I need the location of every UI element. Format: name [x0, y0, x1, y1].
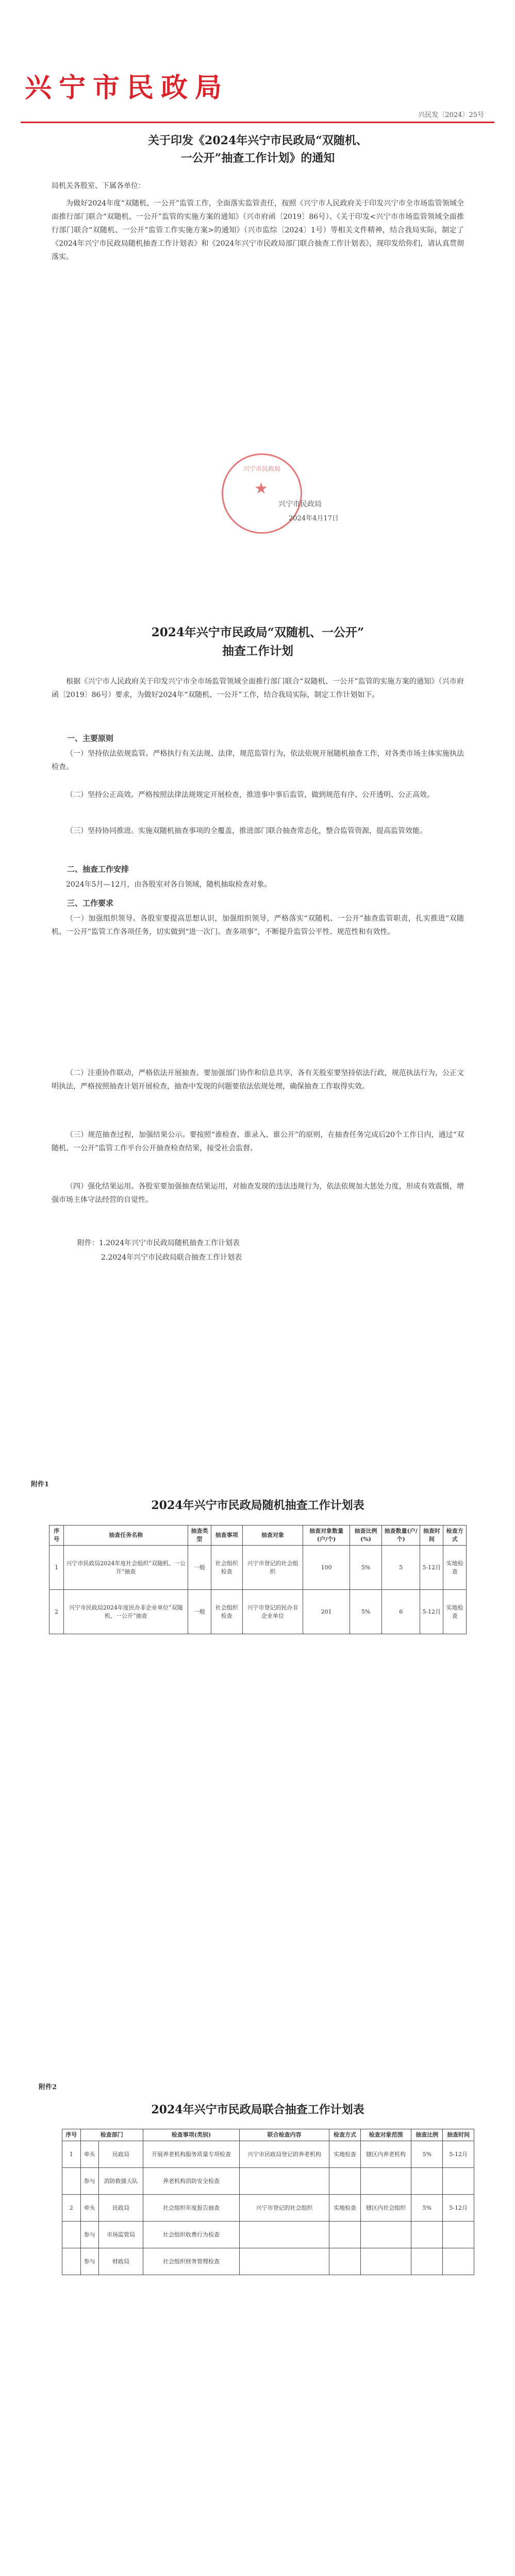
annex2-cell: 养老机构消防安全检查 — [143, 2168, 240, 2195]
notice-page — [0, 0, 515, 608]
annex2-cell — [411, 2248, 443, 2275]
annex2-cell — [360, 2248, 411, 2275]
annex1-cell: 5% — [350, 1546, 382, 1590]
annex2-header-cell: 检查方式 — [329, 2129, 361, 2141]
annex1-header-cell: 抽查事项 — [211, 1526, 242, 1546]
annex2-cell: 5-12月 — [443, 2141, 474, 2168]
annex1-header-cell: 抽查比例(%) — [350, 1526, 382, 1546]
annex2-row — [62, 2222, 474, 2248]
document-number: 兴民发〔2024〕25号 — [418, 111, 484, 119]
plan-title-line1: 2024年兴宁市民政局“双随机、一公开” — [151, 625, 364, 639]
annex2-header-cell: 序号 — [62, 2129, 81, 2141]
annex1-cell: 201 — [303, 1590, 350, 1634]
annex2-cell: 参与 — [80, 2168, 99, 2195]
annex1-label: 附件1 — [31, 1481, 49, 1488]
annex1-header-cell: 检查方式 — [443, 1526, 467, 1546]
notice-title-line2: 一公开”抽查工作计划》的通知 — [180, 151, 335, 165]
annex1-cell: 5-12月 — [420, 1590, 443, 1634]
plan-para-4: 2024年5月—12月，由各股室对各自领域，随机抽取检查对象。 — [66, 880, 272, 889]
annex1-header-cell: 抽查数量(户/个) — [382, 1526, 420, 1546]
annex1-header-cell: 抽查类型 — [188, 1526, 211, 1546]
plan-para-7: （三）规范抽查过程，加强结果公示。要按照“谁检查、谁录入、谁公开”的原则，在抽查任务完成后20个工作日内，通过“双随机、一公开”监管工作平台公开抽查检查结果，接受社会监督。 — [52, 1131, 464, 1153]
seal-star-icon: ★ — [254, 480, 268, 498]
annex1-page — [0, 1412, 515, 1927]
annex2-cell: 5% — [411, 2141, 443, 2168]
annex2-cell: 社会组织收费行为检查 — [143, 2222, 240, 2248]
annex2-cell: 5% — [411, 2195, 443, 2222]
annex2-cell: 财政局 — [99, 2248, 143, 2275]
annex2-cell: 市场监管局 — [99, 2222, 143, 2248]
annex1-header-cell: 抽查对象数量(户/个) — [303, 1526, 350, 1546]
annex2-cell: 1 — [62, 2141, 81, 2168]
annex2-cell: 牵头 — [80, 2141, 99, 2168]
annex2-cell: 5-12月 — [443, 2195, 474, 2222]
seal-ring-text: 兴宁市民政局 — [243, 465, 280, 472]
plan-section-3: 三、工作要求 — [67, 899, 114, 908]
annex2-page — [0, 1927, 515, 2576]
annex1-header-cell: 序号 — [49, 1526, 64, 1546]
annex2-header-cell: 检查对象范围 — [360, 2129, 411, 2141]
signature-org: 兴宁市民政局 — [278, 500, 322, 509]
annex2-cell — [62, 2168, 81, 2195]
annex2-label: 附件2 — [39, 2083, 57, 2091]
annex2-header-cell: 抽查比例 — [411, 2129, 443, 2141]
annex2-cell — [62, 2222, 81, 2248]
org-header-title: 兴宁市民政局 — [25, 72, 229, 104]
annex2-cell — [411, 2222, 443, 2248]
annex1-cell: 1 — [49, 1546, 64, 1590]
annex1-cell: 2 — [49, 1590, 64, 1634]
annex1-header-cell: 抽查对象 — [242, 1526, 303, 1546]
attachment-2: 2.2024年兴宁市民政局联合抽查工作计划表 — [101, 1253, 242, 1262]
annex2-cell — [443, 2222, 474, 2248]
annex1-header-cell: 抽查时间 — [420, 1526, 443, 1546]
annex2-cell: 消防救援大队 — [99, 2168, 143, 2195]
annex2-cell — [360, 2168, 411, 2195]
annex1-table — [49, 1525, 467, 1634]
annex2-header-cell: 联合检查内容 — [239, 2129, 329, 2141]
annex1-title: 2024年兴宁市民政局随机抽查工作计划表 — [151, 1499, 364, 1512]
plan-para-1: （一）坚持依法依规监管。严格执行有关法规、法律，规范监管行为，依法依规开展随机抽查工作，对各类市场主体实施执法检查。 — [52, 750, 464, 771]
annex1-header-cell: 抽查任务名称 — [64, 1526, 188, 1546]
annex2-title: 2024年兴宁市民政局联合抽查工作计划表 — [151, 2103, 364, 2116]
plan-para-6: （二）注重协作联动，严格依法开展抽查。要加强部门协作和信息共享，各有关股室要坚持依法行政，规范执法行为，公正文明执法，严格按照抽查计划开展检查，抽查中发现的问题要依法依规处理，确保抽查工作取得实效。 — [52, 1069, 464, 1091]
annex2-table — [62, 2129, 474, 2275]
annex1-cell: 实地检查 — [443, 1546, 467, 1590]
plan-section-1: 一、主要原则 — [67, 734, 114, 743]
annex1-cell: 社会组织检查 — [211, 1590, 242, 1634]
annex1-cell: 一般 — [188, 1546, 211, 1590]
red-divider — [21, 122, 494, 123]
annex2-cell — [62, 2248, 81, 2275]
annex1-cell: 5-12月 — [420, 1546, 443, 1590]
annex1-cell: 实地检查 — [443, 1590, 467, 1634]
annex2-header-cell: 检查部门 — [80, 2129, 143, 2141]
annex1-cell: 社会组织检查 — [211, 1546, 242, 1590]
annex2-row — [62, 2168, 474, 2195]
annex1-cell: 100 — [303, 1546, 350, 1590]
annex2-header-cell: 检查事项(类别) — [143, 2129, 240, 2141]
plan-para-8: （四）强化结果运用。各股室要加强抽查结果运用，对抽查发现的违法违规行为，依法依规加大惩处力度，形成有效震慑，增强市场主体守法经营的自觉性。 — [52, 1182, 464, 1204]
annex2-row — [62, 2195, 474, 2222]
annex2-cell: 实地检查 — [329, 2195, 361, 2222]
attachment-1: 附件：1.2024年兴宁市民政局随机抽查工作计划表 — [77, 1239, 240, 1247]
annex2-cell: 社会组织财务管理检查 — [143, 2248, 240, 2275]
annex2-cell: 参与 — [80, 2248, 99, 2275]
annex1-table-header — [49, 1526, 467, 1546]
annex2-row — [62, 2248, 474, 2275]
annex2-cell — [239, 2248, 329, 2275]
annex2-cell: 实地检查 — [329, 2141, 361, 2168]
plan-page — [0, 608, 515, 1412]
annex2-cell — [239, 2168, 329, 2195]
annex2-row — [62, 2141, 474, 2168]
notice-title-line1: 关于印发《2024年兴宁市民政局“双随机、 — [148, 134, 368, 147]
annex2-cell: 民政局 — [99, 2141, 143, 2168]
plan-title — [52, 623, 464, 660]
annex2-cell — [239, 2222, 329, 2248]
plan-para-5: （一）加强组织领导。各股室要提高思想认识，加强组织领导，严格落实“双随机、一公开”抽查监管职责，扎实推进“双随机、一公开”监管工作各项任务，切实做到“进一次门、查多项事”，不断提升监管公平性、规范性和有效性。 — [52, 914, 464, 936]
annex2-cell — [443, 2168, 474, 2195]
notice-salutation: 局机关各股室、下属各单位： — [52, 182, 145, 190]
annex2-cell: 民政局 — [99, 2195, 143, 2222]
annex1-cell: 兴宁市登记的民办非企业单位 — [242, 1590, 303, 1634]
annex1-cell: 6 — [382, 1590, 420, 1634]
annex2-table-header — [62, 2129, 474, 2141]
annex1-row — [49, 1590, 467, 1634]
annex2-cell — [411, 2168, 443, 2195]
annex2-cell: 兴宁市民政局登记的养老机构 — [239, 2141, 329, 2168]
annex2-cell — [329, 2248, 361, 2275]
annex2-cell: 开展养老机构服务质量专项检查 — [143, 2141, 240, 2168]
notice-body: 为做好2024年度“双随机、一公开”监管工作，全面落实监管责任，按照《兴宁市人民政府关于印发兴宁市全市场监管领域全面推行部门联合“双随机、一公开”监管的实施方案的通知》（兴市府函〔2019〕86号）、《关于印发<兴宁市市场监管领域全面推行部门联合“双随机、一公开”监管工作实施方案>的通知》（兴市监综〔2024〕1号）等相关文件精神，结合我局实际，制定了《2024年兴宁市民政局随机抽查工作计划表》和《2024年兴宁市民政局部门联合抽查工作计划表》，现印发给你们，请认真贯彻落实。 — [52, 199, 464, 261]
annex1-cell: 兴宁市民政局2024年度社会组织“双随机、一公开”抽查 — [64, 1546, 188, 1590]
plan-section-2: 二、抽查工作安排 — [67, 865, 129, 874]
annex2-cell — [360, 2222, 411, 2248]
annex2-cell: 参与 — [80, 2222, 99, 2248]
annex2-cell: 牵头 — [80, 2195, 99, 2222]
annex1-cell: 5% — [350, 1590, 382, 1634]
annex2-header-cell: 抽查时间 — [443, 2129, 474, 2141]
annex1-cell: 兴宁市登记的社会组织 — [242, 1546, 303, 1590]
annex2-cell — [329, 2222, 361, 2248]
plan-intro: 根据《兴宁市人民政府关于印发兴宁市全市场监管领域全面推行部门联合“双随机、一公开”监管的实施方案的通知》（兴市府函〔2019〕86号）要求，为做好2024年“双随机、一公开”工作，结合我局实际，制定工作计划如下。 — [52, 677, 464, 699]
plan-title-line2: 抽查工作计划 — [222, 644, 293, 658]
annex2-cell: 2 — [62, 2195, 81, 2222]
annex2-cell: 社会组织年度报告抽查 — [143, 2195, 240, 2222]
annex2-cell: 辖区内养老机构 — [360, 2141, 411, 2168]
plan-para-3: （三）坚持协同推进。实施双随机抽查事项的全覆盖，推进部门联合抽查常态化，整合监管资源，提高监管效能。 — [66, 827, 427, 835]
annex1-cell: 兴宁市民政局2024年度民办非企业单位“双随机、一公开”抽查 — [64, 1590, 188, 1634]
annex1-cell: 一般 — [188, 1590, 211, 1634]
annex1-cell: 5 — [382, 1546, 420, 1590]
annex2-cell: 兴宁市登记的社会组织 — [239, 2195, 329, 2222]
notice-title — [72, 132, 443, 167]
annex1-row — [49, 1546, 467, 1590]
plan-para-2: （二）坚持公正高效。严格按照法律法规规定开展检查，推进事中事后监管，做到规范有序、公开透明、公正高效。 — [66, 791, 434, 799]
signature-date: 2024年4月17日 — [289, 515, 339, 522]
annex2-cell — [443, 2248, 474, 2275]
annex2-cell: 辖区内社会组织 — [360, 2195, 411, 2222]
annex2-cell — [329, 2168, 361, 2195]
